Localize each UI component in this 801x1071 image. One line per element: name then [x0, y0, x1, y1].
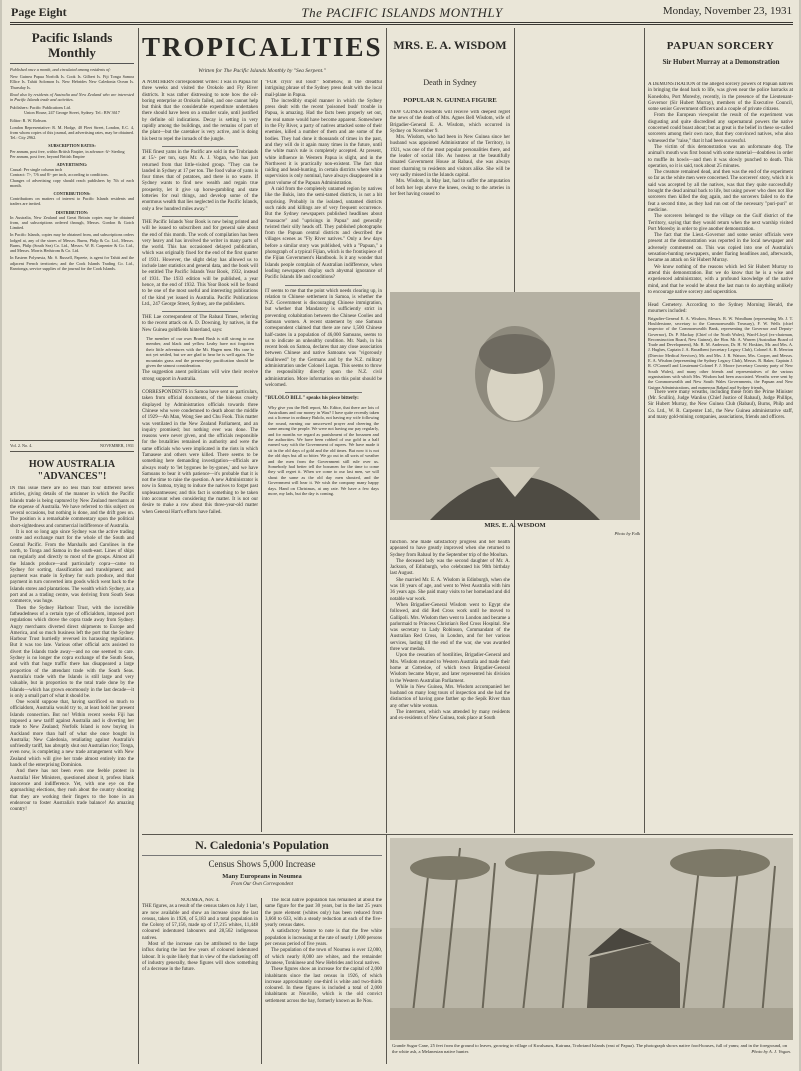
- wisdom-p10: The interment, which was attended by many residents and ex-residents of New Guinea, took place at South: [390, 710, 510, 722]
- wisdom-p6: She married Mr. E. A. Wisdom in Edinburgh, when she was 18 years of age, and went to West Australia with him 36 years ago. She paid many visits to her homeland and did notable war work.: [390, 577, 510, 602]
- newspaper-page: [2, 0, 799, 1071]
- sorcery-article: [648, 82, 793, 832]
- column3-p2: A raid from the completely untamed region by natives like the Bukis, into the semi-tamed districts, is not a bit surprising. Probably in the isolated, untamed districts such raids and killings are of very frequent occurrence. But the Sydney newspapers published headlines about "massacre" and "uprisings in Papua" and generally twisted their silly heads off. They published photographs from the Papuan central districts and described the villages scenes as "Fly River natives." Only a few days before a similar story was published, with a "Papuan," a photograph of a typical Fijian, which is the frontispiece of the Fijian Government's Handbook. Is it any wonder that Islands people complain of Australian indifference, when leading newspapers display such abysmal ignorance of Pacific Islands life and conditions?: [265, 187, 382, 281]
- caledonia-column-2: [265, 898, 382, 1064]
- tropicalities-p1: A NORTHERN correspondent writes: I was in Papua for three weeks and visited the Orokolo and Fly River districts. It was rather distressing to note how the oil-boring enterprise at Orokolo failed, and one cannot help but think that the considerable expenditure undertaken there should have been on a smaller scale, until justified by definite oil indications. Decay is setting in very rapidly among the buildings, and the remains of part of the plant—but the caretaker is very active, and is doing his best to repel the inroads of the jungle.: [142, 80, 258, 142]
- masthead-editor: Editor: R. W. Robson.: [10, 117, 47, 123]
- caledonia-p1: THE figures, as a result of the census taken on July 1 last, are now available and show an increase since the last census, taken in 1926, of 5,183 and a total population in the Colony of 57,156, made up of 17,215 whites, 11,448 coloured indentured labourers and 28,562 indigenous natives.: [142, 904, 258, 941]
- wisdom-p2: Mrs. Wisdom, who had been in New Guinea since her husband was appointed Administrator of the Territory, in 1921, was one of the most popular personalities there, and the leader of social life. As hostess at the beautifully situated Government House at Rabaul, she was always most charming to residents and visitors alike. She will be very sadly missed in the Islands capital.: [390, 135, 510, 178]
- advances-article: [10, 486, 134, 1064]
- tropicalities-p2: THE finest yams in the Pacific are sold in the Trobriands at 15/- per ton, says Mr. A. J. Vogan, who has just returned from that little-visited group. "They can be landed in Sydney at 17 per ton. The food value of yams is four times that of potatoes, and there is no waste. If Sydney wants to find new wealth and regain true prosperity, let it give up horse-gambling and state lotteries for real things, and develop some of the enormous wealth that lies neglected in the Pacific Islands, only a few hundred miles away.": [142, 149, 258, 212]
- contributions-text: Contributions on matters of interest to Pacific Islands residents and traders are invited.: [10, 196, 134, 207]
- advances-p2: It is not so long ago since Sydney was the active trading centre and exchange mart for the whole of the South and Central Pacific. From the Marshalls and Carolines in the north, to Tonga and Samoa in the south-east. Lines of ships ran regularly and directly to most of the groups. Almost all the Islands produce—and particularly copra—came to Sydney for sorting, classification and transhipment; and payment was made in Sydney for such produce, and that payment in turn converted into goods which went back to the Islands stores and plantations. The wealth which Sydney, as a port and as a trading centre, was deriving from South Seas commerce, was huge.: [10, 530, 134, 605]
- portrait-caption: MRS. E. A. WISDOM: [484, 522, 546, 529]
- portrait-photo: [390, 292, 640, 520]
- sorcery-p1: A DEMONSTRATION of the alleged sorcery powers of Papuan natives in bringing the dead back to life, was given near the police barracks at Konedobu, Port Moresby, recently, in the presence of the Lieutenant-Governor (Sir Hubert Murray), members of the Executive Council, some senior Government officers and a couple of private citizens.: [648, 82, 793, 113]
- advances-headline: HOW AUSTRALIA "ADVANCES"!: [28, 459, 116, 482]
- sorcery-p6: The fact that the Lieut.-Governor and some senior officials were present at the demonstration was reported in the local newspaper and adversely commented on. This was copied into one of Australia's sensation-hunting newspapers, under flaring headlines and, afterwards, became an attack on Sir Hubert Murray.: [648, 233, 793, 264]
- sorcery-p8: Head Cemetery. According to the Sydney Morning Herald, the mourners included:: [648, 303, 793, 315]
- wisdom-p4: function. She made satisfactory progress and her health appeared to have greatly improved when she returned to Sydney from Rabaul by the September trip of the Mooltan.: [390, 540, 510, 558]
- sugar-cane-credit: Photo by A. J. Vogan.: [751, 1048, 791, 1054]
- wisdom-kicker: POPULAR N. GUINEA FIGURE: [403, 97, 497, 104]
- column3-p1: The incredibly stupid manner in which the Sydney press dealt with the recent 'poisoned bush' trouble in Papua, is amazing. Had the facts been properly set out, the real nature would have become apparent. Somewhere in the Fly River, a party of natives attacked some of their enemies, killed a number of them and ate some of the bodies. They had done it thousands of times in the past, and they will do it again many times in the future, until the white man's rule is completely accepted. At present, white influence in Western Papua is slight, and in the Northwest it is practically non-existent. The fact that raiding and head-hunting, in certain districts where white supervision is only nominal, have always disappeared in a great volume of the Papuan Administration.: [265, 98, 382, 186]
- distribution-text-2: In Pacific Islands, copies may be obtained from, and subscriptions orders lodged at, any of the stores of Messrs. Burns, Philp & Co. Ltd., Messrs. Burns, Philp (South Sea) Co. Ltd., Messrs. W. R. Carpenter & Co. Ltd., and Messrs. Morris Hedstrom & Co. Ltd.: [10, 232, 134, 254]
- sorcery-mourners: Brigadier-General E. A. Wisdom, Messrs. R. W. Wondham (representing Mr. J. T. Houlderstone, secretary to the Commonwealth Treasury), F. W. Wells (chief inspector of the Commonwealth Bank, representing the Governor and Deputy-Governor), Dr. P. Mackay (Chief of the North Wales), Ward-Lloyd (ex-chairman, Reconstruction Board, New Guinea), the Hon. Mr. A. Warren (Australian Board of Trade and Development), Mr. R. M. Anderson, Dr. H. W. Hoskins, Mr. and Mrs. A. J. Hughes, Captain J. A. Broadbent (secretary Legacy Club), Colonel A. R. Merrion (Director Medical Services), Mr. and Mrs. J. R. Watson, Mrs. Cooper, and Messrs. E. A. Wisdom (representing the Sydney Legacy Club), Messrs. R. Baker, Captain J. R. O'Connell and Lieutenant-Colonel F. J. Moore (secretary Country party of New South Wales), and many other friends and representatives of the various organisations with which Mrs. Wisdom had been associated. Wreaths were sent by the Commonwealth and New South Wales Governments, the Papuan and New Guinea Administrations, and numerous Rabaul and Sydney friends.: [648, 315, 793, 390]
- masthead-title: Pacific Islands Monthly: [10, 30, 134, 64]
- advances-p4: One would suppose that, having sacrificed so much to officialdom, Australia would try to, at least hold her present Islands connection. But no! Within recent weeks Fiji has imposed a new tariff against Australia and is diverting her trade to New Zealand; Norfolk Island is now buying in Auckland more than half of what she once bought in Australia; New Caledonia, retaliating against Australia's unfriendly tariff, has abruptly shut out Australian rice; Tonga, even now, is completing a new trade arrangement with New Zealand which will give her trade almost entirely into the hands of the enterprising Dominion.: [10, 700, 134, 769]
- wisdom-p3: Mrs. Wisdom, in May last, had to suffer the amputation of both her legs above the knees, owing to the arteries in her feet having ceased to: [390, 179, 510, 197]
- masthead-published: Published once a month, and circulated among residents of:: [10, 67, 111, 72]
- subscription-rate-2: Per annum, post free, beyond British Empire: [10, 153, 85, 159]
- advances-p1: IN this issue there are no less than four different news articles, giving details of the manner in which the Pacific Islands trade is being captured by New Zealand merchants at the expense of Australia. We have referred to this subject on several occasions, but nothing is done, and the drift goes on. The position is a remarkable commentary upon the political short-sightedness and commercial indifference of Australia.: [10, 486, 134, 529]
- wisdom-column-2: [518, 38, 640, 288]
- subscription-heading: SUBSCRIPTION RATES:: [48, 143, 96, 149]
- masthead-publishers: Publishers: Pacific Publications Ltd.: [10, 105, 71, 111]
- column3-p3: IT seems to me that the point which needs clearing up, in relation to Chinese settlement in Samoa, is whether the N.Z. Government is discouraging Chinese immigration, but whether that Mandatory is sufficiently strict in preventing cohabitation between the Chinese Coolies and Samoan women. A recent statement by one Samoan correspondent claimed that there are now 1,500 Chinese half-castes in a population of 46,000 Samoans, seems to us to indicate an unhealthy condition. Mr. Nash, in his recent book on Samoa, declares that any close association between Chinese and native Samoans was "vigorously disallowed" by the Germans and by the N.Z. military administration under Colonel Logan. This seems to throw the responsibility directly upon the N.Z. civil administration. More information on this point should be welcomed.: [265, 288, 382, 388]
- subscription-rate-1: Per annum, post free, within British Empire, in advance: 6/- Sterling: [10, 148, 125, 154]
- caledonia-p4: A satisfactory feature to note is that the free white population is increasing at the rate of nearly 1,000 persons per census period of five years.: [265, 929, 382, 948]
- page-number: Page Eight: [11, 5, 67, 19]
- advertising-heading: ADVERTISING:: [56, 162, 88, 168]
- caledonia-subhead: Census Shows 5,000 Increase: [208, 859, 316, 869]
- sugar-cane-photo: [390, 838, 793, 1040]
- advertising-rate-3: Changes of advertising copy should reach publishers by 7th of each month.: [10, 177, 134, 188]
- tropicalities-byline: Written for The Pacific Islands Monthly by "Sea Serpent.": [198, 68, 326, 74]
- wisdom-p7: When Brigadier-General Wisdom went to Egypt she followed, and did Red Cross work until he moved to Gallipoli. Mrs. Wisdom then went to London and became a parlormaid to Princess Christian's Red Cross Hospital. She was secretary to Lady Robinson, Commandant of the Australian Red Cross, in London, and for her various services, lasting till the end of the war, she was awarded three war medals.: [390, 602, 510, 653]
- bulolo-heading: "BULOLO BILL" speaks his piece bitterly:: [265, 396, 359, 402]
- masthead-address: Union House, 247 George Street, Sydney. Tel.: BW 3617: [24, 110, 120, 116]
- distribution-text-1: In Australia, New Zealand and Great Britain copies may be obtained from, and subscriptions ordered through, Messrs. Gordon & Gotch Limited.: [10, 214, 134, 231]
- issue-date: NOVEMBER, 1931: [100, 443, 134, 448]
- tropicalities-p4: THE Lae correspondent of The Rabaul Times, referring to the recent attack on A. D. Downing, by natives, in the New Guinea goldfields hinterland, says:: [142, 315, 258, 333]
- caledonia-p3: The local native population has remained at about the same figure for the past 30 years, but in the last 25 years the pure element (whites only) has been reduced from 3,660 to 633, with a steady reduction at each of the five-yearly census dates.: [265, 898, 382, 929]
- caledonia-p2: Most of the increase can be attributed to the large influx during the last few years of coloured indentured labour. It is quite likely that in view of the slackening off of industry generally, these figures will show something of a decrease in the future.: [142, 942, 258, 973]
- advances-p5: And there has not been even one feeble protest in Australia! Her Ministers, questioned about it, profess blank innocence and indifference. Yet, with one eye on the approaching elections, they rush about the country shouting that they are working their fingers to the bone in an endeavour to foster Australia's trade balance! An amazing country!: [10, 769, 134, 813]
- tropicalities-p7: CORRESPONDENTS in Samoa have sent us particulars, taken from official documents, of the hideous cruelty displayed by Administration officials towards three Chinese who were condemned to death about the middle of 1929—Ah Man, Wong See and Chu Fook. This matter was ventilated in the New Zealand Parliament, and an inquiry promised; but nothing ever was done. The reasons were never given, and the officials responsible for the brutalities remained in authority and were the same officials who were implicated in the riots in which Tamasese and others were killed. There seems to be something here demanding investigation—officials are always ready to 'let bygones be by-gones,' and we have Samoans to bear it with patience—it's probable that it is not the time to raise the question. A new Administrator is now in Samoa, trying to induce the natives to forget past unpleasantnesses; and this fact is something to be taken into account when considering the matter. It is not our desire to make a row about this three-year-old matter when General Hart's efforts have failed.: [142, 390, 258, 515]
- wisdom-headline: MRS. E. A. WISDOM: [393, 38, 507, 52]
- caledonia-deck: Many Europeans in Noumea: [222, 873, 302, 880]
- bulolo-letter: Why give you the Bell report, Mr. Editor, that there are lots of Australians and our money in Wau? I have quite recently taken out a license in ordinary Bulolo, not having my wife following the round, earning our unscrewed prayer and cheering the same among the people. We were not having our pay regularly, and for months we regard as punishment of the bossmen and the authorities. We have been robbed of our gold in a half earned way with the Government of rupees. We have made it sit in the old days of gold and the old times. But now it is not the old days but all so bitter. We go out in all sorts of weather and the men from the Government still rule over us. Somebody had better tell the bossmen for the time to come they will regret it. When we come to our last men, we will shout the same as the old day men shouted, and the Government will hear it. We wish the company many happy days. Hand on Christmas, at any rate. We have a few days more, my lads, but the day is coming.: [268, 404, 379, 497]
- sorcery-headline: PAPUAN SORCERY: [666, 40, 775, 52]
- caledonia-p5: The population of the town of Noumea is over 12,000, of which nearly 8,000 are whites, and the remainder Javanese, Tonkinese and New Hebrides and local natives.: [265, 948, 382, 966]
- sorcery-p2: From the European viewpoint the result of the experiment was disgusting and quite discredited any supernatural powers the native concerned could boast about; but as great is the belief in these so-called sorcerers among their own race, that they convinced natives, who also witnessed the "raise," that it had been successful.: [648, 113, 793, 144]
- wisdom-subhead: Death in Sydney: [423, 78, 477, 87]
- sorcery-p3: The victim of this demonstration was an unfortunate dog. The animal's mouth was first bound with some material—doubtless in order to muffle its howls—and then it was slowly punched to death. This operation, so it is said, took about 25 minutes.: [648, 144, 793, 169]
- contributions-heading: CONTRIBUTIONS:: [53, 191, 91, 197]
- wisdom-p8: Upon the cessation of hostilities, Brigadier-General and Mrs. Wisdom returned to Western Australia and made their home at Cottesloe, of which town Brigadier-General Wisdom became Mayor, and later represented his division in the Western Australian Parliament.: [390, 653, 510, 684]
- tropicalities-p6: The suggestion anent politicians will wire their receive strong support in Australia.: [142, 370, 258, 382]
- tropicalities-column-1: [142, 80, 258, 832]
- sorcery-p4: The creature remained dead, and then was the end of the experiment so far as the white men were concerned. The sorcerers' story, which it is said was accepted by all the natives, was that they quite successfully brought the dead animal back to life, but using power who does not like sorcerers then killed the dog again, and the sorcerers failed to do the feat a second time, as they had run out of the necessary "puri-puri" or medicine.: [648, 170, 793, 213]
- distribution-text-3: In Eastern Polynesia, Mr. S. Russell, Papeete, is agent for Tahiti and the adjacent French territories; and the Cook Islands Trading Co. Ltd., Rarotonga, service supplies of the journal for the Cook Islands.: [10, 255, 134, 271]
- wisdom-p1: NEW GUINEA residents will receive with deepest regret the news of the death of Mrs. Agnes Bell Wisdom, wife of Brigadier-General E. A. Wisdom, which occurred in Sydney on November 9.: [390, 110, 510, 134]
- tropicalities-p5: The member of our own Brand Bush is still strong to our member, and black and yellow Leahy have not forgotten their little adventures with the Mt. Hagen men. His case is not yet settled, but we are glad to hear he is well again. The mountain grass and the present-day pacification should be given the utmost consideration.: [146, 335, 254, 369]
- caledonia-p6: These figures show an increase for the capital of 2,000 inhabitants since the last census in 1926, of which increase approximately one-third is white and two-thirds coloured. In these figures is included a total of 2,000 inhabitants at Nouville, which is the old convict settlement across the bay, formerly known as Ile Nou.: [265, 967, 382, 1004]
- wisdom-p5: The deceased lady was the second daughter of Mr. A. Jackson, of Edinburgh, who celebrated his 90th birthday last August.: [390, 558, 510, 577]
- journal-title: The PACIFIC ISLANDS MONTHLY: [301, 5, 503, 20]
- masthead-note: Read also by residents of Australia and New Zealand who are interested in Pacific Islands trade and activities.: [10, 91, 134, 103]
- sugar-cane-caption-text: Grande Sugar Cane, 25 feet from the ground to leaves, growing in village of Kwalsauru, Kairuna, Trobriand Islands (east of Papua). The photograph shows native food-houses, full of yams; and in the foreground, on the white ash, a Melanesian native hunter.: [392, 1043, 788, 1054]
- advances-p3: Then the Sydney Harbour Trust, with the incredible fatheadedness of a certain type of officialdom, imposed port regulations which drove the copra trade away from Sydney. Angry merchants diverted direct shipments to Europe and America, and so much business left the port that the Sydney Harbour Trust hurriedly reversed its harassing regulations. But it was too late. Various other official acts assisted to divert the Islands trade away—and no one seemed to care. Sydney is no longer the copra exchange of the South Seas, and with that huge traffic there has disappeared a large proportion of the attendant trade with the South Seas. Australia's trade with the Islands is still large and very valuable, but in proportion to the total trade done by the Islands—which has grown enormously in the last decade—it is only a small part of what it should be.: [10, 605, 134, 699]
- caledonia-column-1: [142, 898, 258, 1064]
- sorcery-subhead: Sir Hubert Murray at a Demonstration: [662, 58, 780, 66]
- masthead-box: [10, 30, 134, 271]
- caledonia-headline: N. Caledonia's Population: [142, 837, 382, 856]
- portrait-credit: Photo by Falk: [614, 531, 640, 536]
- distribution-heading: DISTRIBUTION:: [55, 209, 89, 215]
- wisdom-article-bottom: [390, 540, 510, 832]
- tropicalities-headline: TROPICALITIES: [142, 32, 383, 62]
- advertising-rate-1: Casual: Per single column inch: [10, 167, 63, 173]
- caledonia-dateline: NOUMEA, Nov. 4.: [180, 898, 220, 903]
- wisdom-p9: While in New Guinea, Mrs. Wisdom accompanied her husband on many long tours of inspection and she had the distinction of having gone farther up the Sepik River than any other white woman.: [390, 684, 510, 709]
- tropicalities-p3: THE Pacific Islands Year Book is now being printed and will be issued to subscribers and for general sale about the end of this month. The work of compilation has been very heavy and has involved the writer in many parts of the world. This has occasioned delayed publication, which was originally fixed for the end of the first quarter of 1931. However, the slight delay has allowed us to include later statistics and general data, and the book will be entitled The Pacific Islands Year Book, 1932, instead of 1931. The 1933 edition will be published, a year hence, at the end of 1932. This Year Book will be found to be one of the most useful and interesting publications of the kind yet issued in Australia. Pacific Publications Ltd., 247 George Street, Sydney, are the publishers.: [142, 219, 258, 307]
- sorcery-p9: There were many wreaths, including those from the Prime Minister (Mr. Scullin), Judge Wanliss (Chief Justice of Rabaul), Judge Phillips, Sir Hubert Murray, the New Guinea Club (Rabaul), Burns, Philp and Co. Ltd., W. R. Carpenter Ltd., the New Guinea administrative staff, and many gold-mining companies, associations, friends and officers.: [648, 389, 793, 421]
- column3-teaser: "FUR cryin' out loud!" Somehow, in the dreadful intriguing phrase of the Sydney press dealt with the local mail-plane in Papua.: [265, 80, 382, 98]
- sugar-cane-caption: [392, 1043, 791, 1054]
- masthead-places: New Guinea Papua Norfolk Is. Cook Is. Gilbert Is. Fiji Tonga Samoa Ellice Is. Tahiti Solomon Is. New Hebrides New Caledonia Ocean Is. Thursday Is.: [10, 74, 134, 90]
- advertising-rate-2: Contract: 7/-, 7/6 and 8/- per inch, according to conditions.: [10, 172, 109, 178]
- caledonia-byline: From Our Own Correspondent: [231, 882, 293, 887]
- sorcery-p5: The sorcerers belonged to the village on the Gulf district of the Territory, saying that they would return when the next warship visited Port Moresby in order to give another demonstration.: [648, 214, 793, 232]
- volume-number: Vol. 2. No. 4.: [10, 443, 33, 448]
- sorcery-p7: We know nothing of the reasons which led Sir Hubert Murray to attend this demonstration. But we do know that he is a wise and experienced administrator, with a profound knowledge of the native mind, and that he would be about the last man to do anything unlikely to encourage native sorcery and superstition.: [648, 264, 793, 295]
- masthead-london: London Representative: R. M. Hodge, 40 Fleet Street, London, E.C. 4, from whom copies of this journal, and advertising rates, may be obtained. Tel.: City 2962.: [10, 124, 134, 141]
- header-date: Monday, November 23, 1931: [662, 5, 792, 17]
- tropicalities-column-2: [265, 80, 382, 832]
